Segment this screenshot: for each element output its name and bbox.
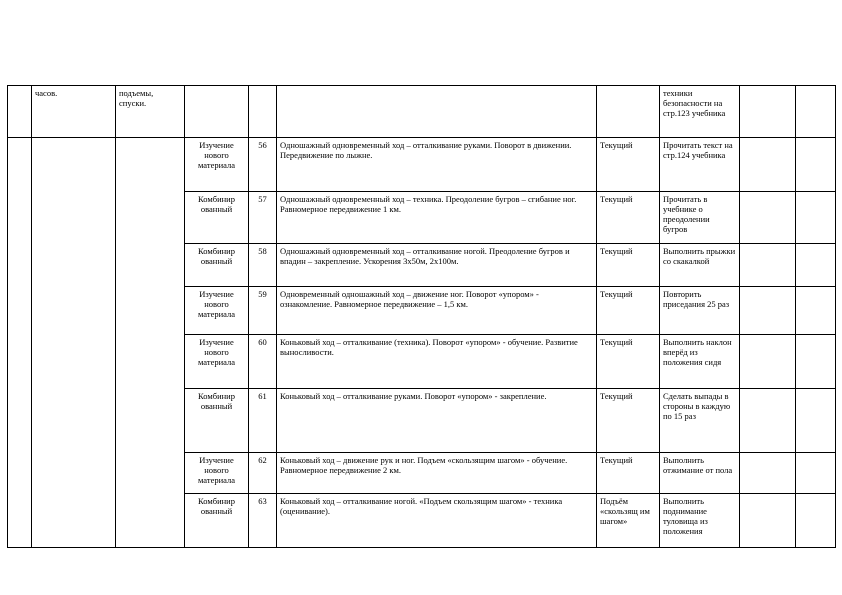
- table-cell: [740, 244, 796, 287]
- table-cell: [116, 138, 185, 548]
- lesson-topic-cell: Коньковый ход – движение рук и ног. Подъем «скользящим шагом» - обучение. Равномерное передвижение 2 км.: [277, 453, 597, 494]
- lesson-type-cell: Изучение нового материала: [185, 287, 249, 335]
- homework-cell: Повторить приседания 25 раз: [660, 287, 740, 335]
- control-type-cell: Текущий: [597, 244, 660, 287]
- lesson-number-cell: 57: [249, 192, 277, 244]
- table-cell: [796, 86, 836, 138]
- homework-cell: Выполнить наклон вперёд из положения сидя: [660, 335, 740, 389]
- table-cell: [32, 138, 116, 548]
- lesson-number-cell: 56: [249, 138, 277, 192]
- lesson-number-cell: 60: [249, 335, 277, 389]
- table-cell: [740, 138, 796, 192]
- table-cell: [796, 494, 836, 548]
- lesson-number-cell: 63: [249, 494, 277, 548]
- lesson-type-cell: Комбинир ованный: [185, 494, 249, 548]
- table-cell: [597, 86, 660, 138]
- control-type-cell: Подъём «скользящ им шагом»: [597, 494, 660, 548]
- lesson-type-cell: Изучение нового материала: [185, 453, 249, 494]
- hours-cell: часов.: [32, 86, 116, 138]
- lesson-type-cell: Комбинир ованный: [185, 192, 249, 244]
- table-row: [8, 138, 836, 192]
- lesson-topic-cell: Одношажный одновременный ход – отталкивание ногой. Преодоление бугров и впадин – закрепление. Ускорения 3х50м, 2х100м.: [277, 244, 597, 287]
- table-cell: [796, 244, 836, 287]
- control-type-cell: Текущий: [597, 192, 660, 244]
- table-cell: [185, 86, 249, 138]
- lesson-number-cell: 58: [249, 244, 277, 287]
- homework-cell: Прочитать в учебнике о преодолении бугров: [660, 192, 740, 244]
- table-cell: [796, 389, 836, 453]
- homework-cell: Выполнить поднимание туловища из положения: [660, 494, 740, 548]
- lesson-type-cell: Изучение нового материала: [185, 138, 249, 192]
- control-type-cell: Текущий: [597, 335, 660, 389]
- table-cell: [796, 335, 836, 389]
- table-cell: [277, 86, 597, 138]
- control-type-cell: Текущий: [597, 389, 660, 453]
- lesson-number-cell: 59: [249, 287, 277, 335]
- lesson-type-cell: Комбинир ованный: [185, 389, 249, 453]
- lesson-topic-cell: Одношажный одновременный ход – техника. Преодоление бугров – сгибание ног. Равномерное передвижение 1 км.: [277, 192, 597, 244]
- table-cell: [796, 453, 836, 494]
- table-cell: [740, 494, 796, 548]
- table-cell: [740, 192, 796, 244]
- table-row: [8, 86, 836, 138]
- table-cell: [740, 389, 796, 453]
- table-cell: [740, 86, 796, 138]
- homework-cell: техники безопасности на стр.123 учебника: [660, 86, 740, 138]
- lesson-number-cell: 62: [249, 453, 277, 494]
- homework-cell: Выполнить отжимание от пола: [660, 453, 740, 494]
- lesson-topic-cell: Коньковый ход – отталкивание ногой. «Подъем скользящим шагом» - техника (оценивание).: [277, 494, 597, 548]
- table-cell: [796, 287, 836, 335]
- table-cell: [249, 86, 277, 138]
- lesson-topic-cell: Коньковый ход – отталкивание (техника). Поворот «упором» - обучение. Развитие выносливости.: [277, 335, 597, 389]
- lesson-topic-cell: Коньковый ход – отталкивание руками. Поворот «упором» - закрепление.: [277, 389, 597, 453]
- control-type-cell: Текущий: [597, 453, 660, 494]
- lesson-number-cell: 61: [249, 389, 277, 453]
- lesson-plan-table: [7, 85, 836, 548]
- table-cell: [796, 138, 836, 192]
- lesson-topic-cell: Одновременный одношажный ход – движение ног. Поворот «упором» - ознакомление. Равномерное передвижение – 1,5 км.: [277, 287, 597, 335]
- homework-cell: Выполнить прыжки со скакалкой: [660, 244, 740, 287]
- control-type-cell: Текущий: [597, 287, 660, 335]
- lesson-type-cell: Изучение нового материала: [185, 335, 249, 389]
- table-cell: [740, 287, 796, 335]
- table-cell: [796, 192, 836, 244]
- table-cell: [740, 453, 796, 494]
- control-type-cell: Текущий: [597, 138, 660, 192]
- table-cell: [8, 86, 32, 138]
- table-cell: [740, 335, 796, 389]
- table-cell: [8, 138, 32, 548]
- lesson-topic-cell: Одношажный одновременный ход – отталкивание руками. Поворот в движении. Передвижение по лыжне.: [277, 138, 597, 192]
- homework-cell: Сделать выпады в стороны в каждую по 15 раз: [660, 389, 740, 453]
- section-topic-cell: подъемы, спуски.: [116, 86, 185, 138]
- homework-cell: Прочитать текст на стр.124 учебника: [660, 138, 740, 192]
- lesson-type-cell: Комбинир ованный: [185, 244, 249, 287]
